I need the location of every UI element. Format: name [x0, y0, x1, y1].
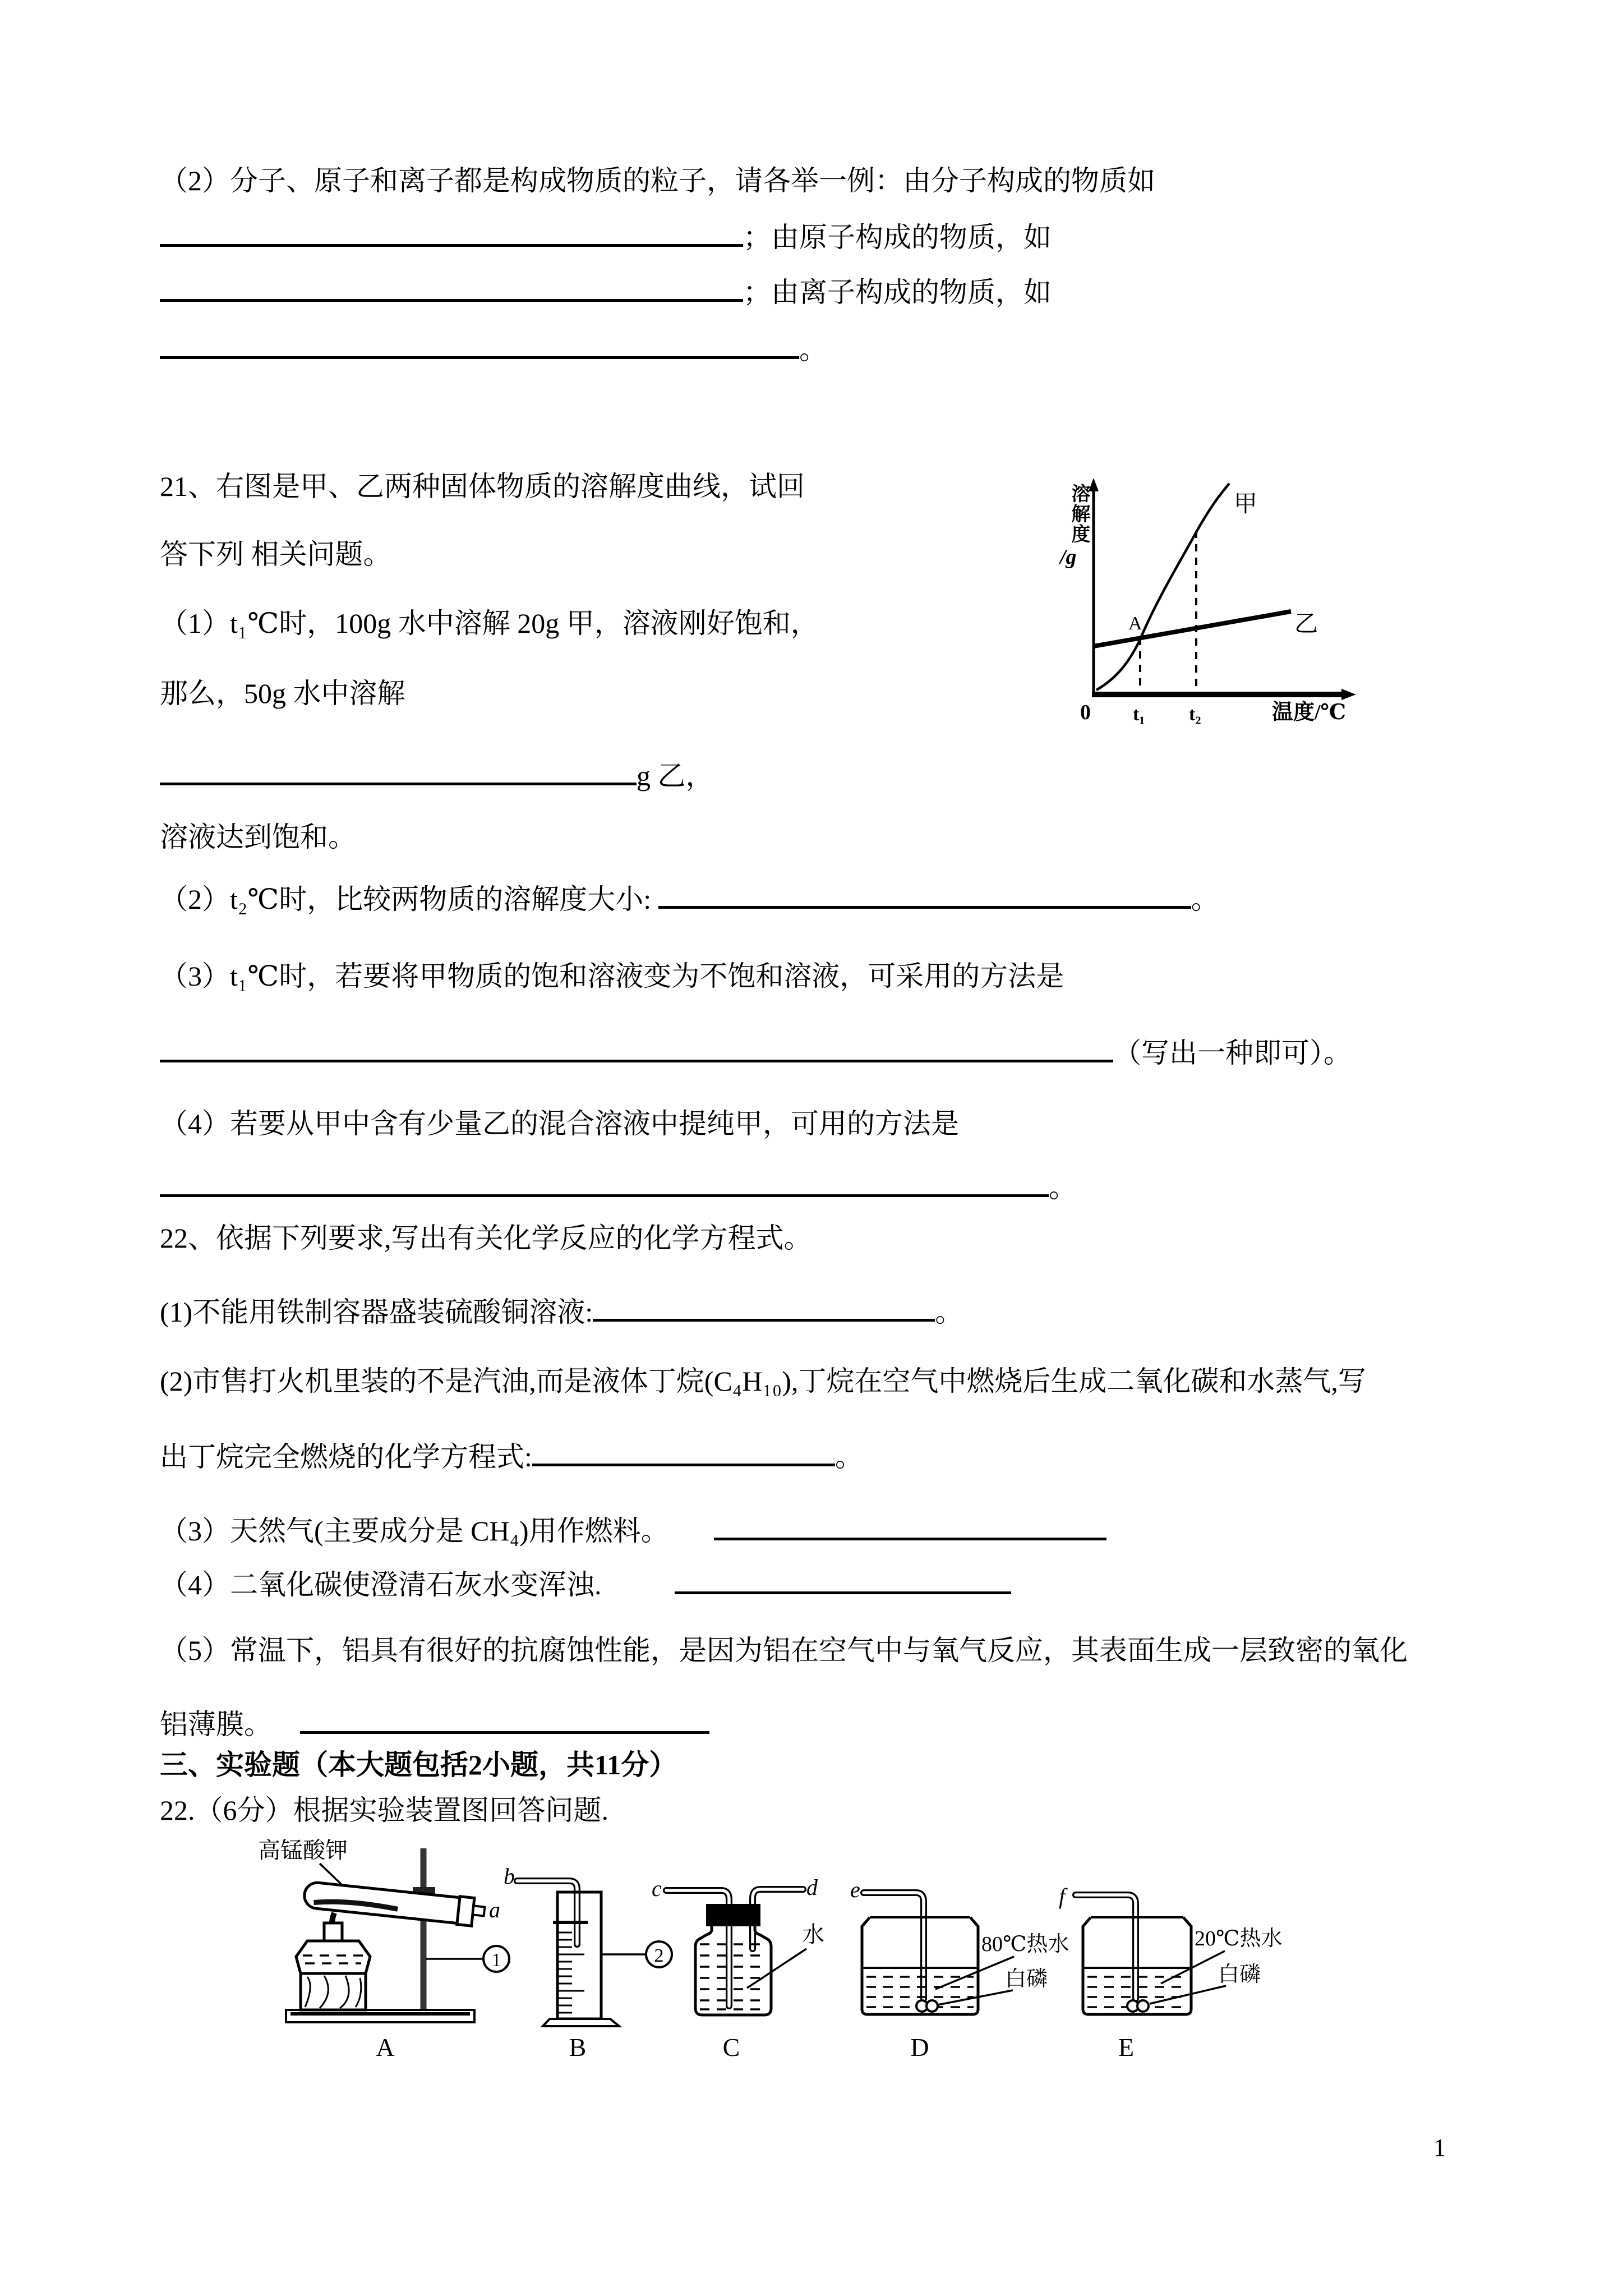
- graph-yi-label: 乙: [1294, 611, 1318, 637]
- apparatus-a-group: [258, 1838, 509, 2062]
- q21-p4-line: （4）若要从甲中含有少量乙的混合溶液中提纯甲，可用的方法是: [160, 1108, 959, 1139]
- q20-part2-line1: （2）分子、原子和离子都是构成物质的粒子，请各举一例：由分子构成的物质如: [160, 165, 1155, 196]
- white-phosphorus-e2: [1137, 2000, 1149, 2012]
- graph-origin-label: 0: [1080, 701, 1091, 724]
- y-axis-arrow-icon: [1089, 478, 1099, 491]
- port-a-label: a: [489, 1897, 500, 1922]
- q21-p4-suffix: 。: [1049, 1172, 1077, 1203]
- q21-p1-blank-line: [160, 757, 714, 793]
- bailin-e-pointer: [1150, 1986, 1226, 2004]
- water-label: 水: [802, 1922, 824, 1947]
- q20-after-blank1: ；由原子构成的物质，如: [743, 222, 1052, 253]
- port-b-label: b: [504, 1864, 515, 1889]
- curve-yi: [1094, 611, 1291, 646]
- q22-p4-line: [160, 1566, 1011, 1602]
- port-d-label: d: [806, 1875, 818, 1900]
- q21-p2-label: （2）t₂℃时，比较两物质的溶解度大小:: [160, 884, 658, 915]
- graph-jia-label: 甲: [1234, 491, 1258, 517]
- gas-washing-bottle: [695, 1926, 771, 2015]
- rubber-stopper: [706, 1904, 760, 1926]
- tube-f-outer: [1076, 1895, 1136, 1999]
- q22-p5-label: 铝薄膜。: [160, 1709, 272, 1740]
- apparatus-b-group: [504, 1864, 672, 2062]
- port-c-label: c: [652, 1876, 662, 1901]
- answer-blank-q21-1[interactable]: [160, 757, 637, 785]
- bailin-d-pointer: [938, 1990, 1013, 2005]
- answer-blank-q21-4[interactable]: [160, 1168, 1049, 1197]
- q21-p4-blank-line: [160, 1168, 1077, 1205]
- q20-blank-ion-line: [160, 330, 827, 367]
- apparatus-figure-svg: [236, 1829, 1312, 2070]
- experiment-apparatus-figure: [236, 1829, 1312, 2070]
- x-axis-arrow-icon: [1341, 689, 1356, 700]
- graph-t2-label: t₂: [1189, 704, 1201, 725]
- tube-e-outer: [864, 1893, 924, 1999]
- q21-p1-line2: 那么，50g 水中溶解: [160, 678, 405, 709]
- q21-intro-line1: 21、右图是甲、乙两种固体物质的溶解度曲线，试回: [160, 471, 805, 502]
- q22-p1-suffix: 。: [935, 1296, 963, 1328]
- graph-xaxis-label: 温度/℃: [1272, 701, 1347, 724]
- answer-blank-q22-5[interactable]: [300, 1705, 709, 1734]
- answer-blank-ion[interactable]: [160, 330, 799, 359]
- answer-blank-q21-2[interactable]: [658, 880, 1191, 909]
- tube-e-inner: [864, 1893, 924, 1999]
- q22-p5-line1: （5）常温下，铝具有很好的抗腐蚀性能，是因为铝在空气中与氧气反应，其表面生成一层致密的氧化: [160, 1635, 1408, 1666]
- hot80-pointer-line: [935, 1957, 1014, 1989]
- bailin-e-label: 白磷: [1218, 1963, 1261, 1986]
- q21-p3-blank-suffix: （写出一种即可）。: [1113, 1037, 1352, 1069]
- q22-p1-line: [160, 1293, 963, 1329]
- q22-p2-label: 出丁烷完全燃烧的化学方程式:: [160, 1441, 532, 1473]
- q22-p2-suffix: 。: [834, 1441, 863, 1473]
- lamp-neck: [324, 1923, 342, 1941]
- q21-p1-blank-suffix: g 乙，: [637, 760, 714, 792]
- stopper: [457, 1897, 474, 1926]
- tube-f-inner: [1076, 1895, 1136, 1999]
- bottle-water-dashes: [700, 1944, 767, 2009]
- hot-water-20-label: 20℃热水: [1195, 1927, 1283, 1950]
- white-phosphorus-d2: [926, 2000, 938, 2012]
- answer-blank-q21-3[interactable]: [160, 1034, 1113, 1062]
- q20-after-blank3: 。: [799, 334, 827, 365]
- apparatus-c-group: [652, 1875, 824, 2062]
- cylinder-base: [543, 2019, 619, 2026]
- section3-header: 三、实验题（本大题包括2小题，共11分）: [160, 1749, 677, 1780]
- graph-point-a-label: A: [1128, 613, 1142, 634]
- section3-q22-intro: 22.（6分）根据实验装置图回答问题.: [160, 1795, 608, 1826]
- apparatus-label-d: D: [910, 2033, 929, 2062]
- q22-p5-line2: [160, 1705, 709, 1742]
- cylinder-graduations: [559, 1932, 584, 2013]
- q22-p2-line2: [160, 1438, 863, 1474]
- answer-blank-atom[interactable]: [160, 273, 743, 302]
- q22-p1-label: (1)不能用铁制容器盛装硫酸铜溶液:: [160, 1296, 593, 1328]
- curve-jia: [1096, 484, 1229, 690]
- q20-blank-molecule-line: [160, 218, 1052, 255]
- q22-p2-line1: (2)市售打火机里装的不是汽油,而是液体丁烷(C₄H₁₀),丁烷在空气中燃烧后生成二氧化碳和水蒸气,写: [160, 1365, 1366, 1397]
- tube-b-inner: [517, 1881, 577, 1944]
- port-e-label: e: [850, 1877, 860, 1902]
- graph-yaxis-label: 溶解度: [1068, 484, 1089, 544]
- q22-p4-label: （4）二氧化碳使澄清石灰水变浑浊.: [160, 1569, 602, 1600]
- kmno4-label: 高锰酸钾: [258, 1838, 348, 1863]
- q21-p2-line: [160, 880, 1219, 917]
- q21-p3-line: （3）t₁℃时，若要将甲物质的饱和溶液变为不饱和溶液，可采用的方法是: [160, 960, 1064, 992]
- graph-t1-label: t₁: [1133, 704, 1145, 725]
- apparatus-label-b: B: [569, 2033, 587, 2062]
- page-number: 1: [1433, 2134, 1446, 2161]
- alcohol-lamp-body: [296, 1941, 370, 1973]
- apparatus-label-c: C: [722, 2033, 740, 2062]
- circled-2-number: 2: [654, 1945, 664, 1966]
- q20-after-blank2: ；由离子构成的物质，如: [743, 277, 1052, 308]
- q21-p1-line1: （1）t₁℃时，100g 水中溶解 20g 甲，溶液刚好饱和，: [160, 608, 819, 639]
- q22-p3-line: [160, 1512, 1106, 1548]
- hot-water-80-label: 80℃热水: [981, 1932, 1069, 1956]
- q21-p3-blank-line: [160, 1034, 1352, 1070]
- q21-p2-suffix: 。: [1191, 884, 1219, 915]
- q21-intro-line2: 答下列 相关问题。: [160, 539, 391, 570]
- q20-blank-atom-line: [160, 273, 1052, 310]
- circled-1-number: 1: [491, 1950, 501, 1971]
- apparatus-label-e: E: [1118, 2033, 1135, 2062]
- apparatus-d-group: [850, 1877, 1069, 2062]
- answer-blank-q22-1[interactable]: [593, 1293, 935, 1322]
- tube-b-outer: [517, 1881, 577, 1944]
- apparatus-label-a: A: [376, 2033, 395, 2062]
- apparatus-e-group: [1059, 1884, 1283, 2062]
- solubility-curve-graph: [1066, 477, 1391, 735]
- delivery-nozzle: [473, 1906, 485, 1916]
- bailin-d-label: 白磷: [1005, 1967, 1048, 1991]
- q22-p3-label: （3）天然气(主要成分是 CH₄)用作燃料。: [160, 1515, 669, 1547]
- answer-blank-molecule[interactable]: [160, 218, 743, 247]
- answer-blank-q22-4[interactable]: [675, 1566, 1011, 1594]
- q21-p1-line4: 溶液达到饱和。: [160, 821, 356, 853]
- answer-blank-q22-3[interactable]: [714, 1512, 1106, 1540]
- q22-intro: 22、依据下列要求,写出有关化学反应的化学方程式。: [160, 1222, 812, 1254]
- graph-yaxis-unit: /g: [1060, 545, 1077, 569]
- solubility-graph-svg: [1066, 477, 1391, 735]
- iron-stand-base: [286, 2010, 474, 2022]
- answer-blank-q22-2[interactable]: [532, 1438, 835, 1466]
- port-f-label: f: [1059, 1884, 1066, 1909]
